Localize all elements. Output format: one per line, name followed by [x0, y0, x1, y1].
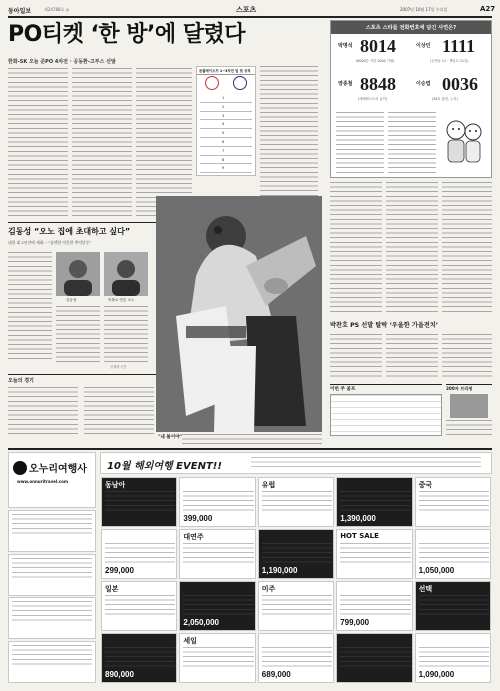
portrait-kim	[56, 252, 100, 296]
ad-package-text	[183, 595, 253, 617]
poll-note: (에베레스트의 높이)	[358, 97, 388, 101]
poll-name: 이상민	[416, 43, 431, 49]
ad-package-label: 유럽	[261, 481, 276, 489]
standings-table	[200, 94, 252, 173]
ad-divider	[8, 448, 492, 450]
poll-number: 8014	[360, 36, 396, 56]
standings-title: 준플레이오프 1~3차전 팀 및 성적	[197, 67, 255, 75]
ad-package-card	[101, 633, 177, 683]
standings-row-number: 5	[222, 131, 225, 136]
ad-company-logo-icon	[13, 461, 27, 475]
standings-row	[200, 120, 252, 129]
poll-item-2	[414, 36, 490, 70]
ad-package-label: 세일	[183, 637, 197, 645]
standings-row	[200, 164, 252, 173]
ad-left-text	[12, 645, 92, 665]
ad-package-card	[415, 633, 491, 683]
ad-package-text	[419, 647, 489, 669]
golf-box	[330, 384, 442, 436]
park-headline: 박찬호 PS 선발 탈락 ‘우울한 가을전치’	[330, 322, 439, 329]
ad-package-text	[340, 543, 410, 565]
ad-package-card	[336, 633, 412, 683]
ad-event-text	[251, 457, 481, 471]
briefing-photo	[450, 394, 488, 418]
ad-package-card	[101, 529, 177, 579]
feature-rule	[8, 222, 158, 223]
ad-company-url: www.onnuritravel.com	[17, 479, 69, 484]
basketball-caption-text	[182, 434, 322, 444]
poll-number: 1111	[442, 36, 476, 56]
poll-item-1	[336, 36, 412, 70]
poll-body-text-1	[336, 112, 384, 174]
ad-event-title: 10월 해외여행 EVENT!!	[107, 461, 222, 472]
standings-row	[200, 156, 252, 165]
ad-package-price: 1,050,000	[418, 566, 455, 575]
portrait-caption-kim: 김동성	[66, 298, 77, 302]
masthead-rule	[8, 16, 492, 18]
feature-body-1	[8, 252, 52, 362]
briefing-box	[446, 384, 492, 436]
ad-package-price: 299,000	[105, 566, 134, 575]
team-logo-hanwha	[205, 76, 219, 90]
poll-name: 이승엽	[416, 81, 431, 87]
masthead-page: A27	[480, 5, 496, 13]
ad-package-card	[415, 477, 491, 527]
ad-package-text	[105, 595, 175, 617]
standings-row	[200, 138, 252, 147]
standings-row-number: 3	[222, 113, 225, 118]
poll-note: (등번호 11 · 생일도 11일)	[430, 59, 469, 63]
poll-name: 염종철	[338, 81, 353, 87]
ad-package-price: 399,000	[183, 514, 213, 523]
ad-package-text	[105, 543, 175, 565]
ad-package-card	[179, 581, 255, 631]
ad-package-label: 일본	[105, 585, 119, 593]
poll-body-text-2	[388, 112, 436, 174]
feature-subhead: 대림 대 2년전에 재회··· “솔렌한 익힌한 추억담중”	[8, 240, 92, 245]
right-col-text-2	[386, 182, 438, 312]
right-col-text-1	[330, 182, 382, 312]
feature-headline: 김동성 “오노 집에 초대하고 싶다”	[8, 227, 131, 236]
standings-row-number: 9	[222, 166, 225, 171]
ad-package-card	[179, 529, 255, 579]
ad-package-text	[262, 543, 332, 565]
basketball-caption: "내 볼이야"	[158, 435, 183, 440]
ad-package-text	[419, 543, 489, 565]
ad-package-text	[419, 595, 489, 617]
ad-package-label: 대연주	[183, 533, 204, 541]
ad-left-card	[8, 554, 96, 596]
briefing-text	[446, 420, 492, 436]
ad-package-card	[336, 477, 412, 527]
main-headline: PO티켓 ‘한 방’에 달렸다	[8, 22, 246, 47]
ad-package-card	[179, 477, 255, 527]
masthead	[8, 4, 496, 16]
standings-row-number: 8	[222, 157, 225, 162]
ad-package-text	[183, 647, 253, 669]
ad-package-text	[340, 491, 410, 513]
standings-row-number: 1	[222, 96, 225, 100]
ad-package-text	[262, 647, 332, 669]
cartoon-illustration	[440, 110, 488, 172]
ad-package-price: 1,090,000	[418, 670, 455, 679]
standings-row	[200, 112, 252, 121]
ad-package-card	[101, 581, 177, 631]
standings-row-number: 4	[222, 122, 225, 127]
portrait-caption-ohno: 아폴로 안톤 오노	[108, 298, 135, 302]
ad-package-label: 미주	[261, 585, 276, 593]
poll-number: 8848	[360, 74, 396, 94]
poll-item-3	[336, 74, 412, 108]
ad-company-block	[8, 452, 96, 508]
today-games-box	[8, 374, 156, 438]
poll-name: 박명석	[338, 43, 353, 49]
ad-left-card	[8, 641, 96, 683]
golf-title: 이번 주 골프	[330, 387, 356, 392]
ad-package-text	[105, 491, 175, 513]
poll-title: 스포츠 스타들 전화번호에 담긴 사연은?	[331, 21, 491, 34]
standings-box	[196, 66, 256, 176]
park-body-2	[386, 334, 438, 380]
ad-left-text	[12, 601, 92, 621]
ad-left-text	[12, 514, 92, 534]
basketball-photo	[156, 196, 322, 432]
golf-table-grid	[330, 394, 442, 436]
ad-package-price: 689,000	[261, 670, 291, 679]
masthead-paper: 동아일보	[8, 8, 32, 15]
main-body-col-1	[8, 68, 68, 218]
ad-package-text	[262, 491, 332, 513]
ad-package-card	[415, 529, 491, 579]
ad-package-text	[340, 595, 410, 617]
ad-package-card	[415, 581, 491, 631]
poll-note: (8000승 기록 1000 기원)	[356, 59, 395, 63]
park-body-3	[442, 334, 492, 380]
main-subhead: 한화-SK 오늘 준PO 4차전 · 공동환-고부스 선발	[8, 59, 116, 65]
masthead-section: 스포츠	[236, 6, 257, 14]
ad-package-text	[262, 595, 332, 617]
ad-company-name: 오누리여행사	[29, 464, 87, 475]
ad-package-grid	[100, 476, 492, 684]
feature-body-2	[56, 306, 100, 362]
ad-package-text	[340, 647, 410, 669]
ad-package-card	[258, 581, 334, 631]
ad-package-text	[105, 647, 175, 669]
feature-credit: 신세계 사진	[110, 365, 127, 369]
today-games-title: 오늘의 경기	[8, 378, 34, 384]
ad-left-card	[8, 510, 96, 552]
ad-package-price: 2,050,000	[183, 618, 219, 627]
ad-package-text	[183, 543, 253, 565]
ad-package-label: 중국	[418, 481, 433, 489]
ad-package-card	[179, 633, 255, 683]
ad-package-text	[419, 491, 489, 513]
ad-package-price: 1,190,000	[261, 566, 298, 575]
standings-row-number: 6	[222, 139, 225, 144]
ad-left-text	[12, 558, 92, 578]
ad-package-label: HOT SALE	[340, 532, 379, 540]
standings-row-number: 7	[222, 148, 225, 153]
right-col-text-3	[442, 182, 492, 312]
ad-package-card	[258, 529, 334, 579]
poll-note: (56호 홈런, 누리)	[432, 97, 458, 101]
masthead-date: 2007년 10월 17일 수요일	[400, 7, 448, 12]
main-body-col-4	[260, 66, 318, 216]
standings-row	[200, 147, 252, 156]
ad-package-price: 890,000	[105, 670, 134, 679]
feature-body-3	[104, 306, 148, 362]
ad-package-price: 1,390,000	[340, 514, 376, 523]
briefing-title: 200자 브리핑	[446, 384, 492, 392]
standings-row-number: 2	[222, 104, 225, 109]
ad-package-label: 동남아	[105, 481, 126, 489]
standings-row	[200, 103, 252, 112]
ad-package-card	[336, 581, 412, 631]
standings-row	[200, 129, 252, 138]
standings-row	[200, 94, 252, 103]
ad-left-card	[8, 597, 96, 639]
main-body-col-2	[72, 68, 132, 218]
team-logo-sk	[233, 76, 247, 90]
ad-package-label: 선택	[418, 585, 433, 593]
ad-package-price: 799,000	[340, 618, 370, 627]
portrait-ohno	[104, 252, 148, 296]
ad-event-banner	[100, 452, 492, 474]
ad-left-package-list	[8, 510, 96, 684]
ad-package-card	[258, 633, 334, 683]
today-games-text-2	[84, 387, 154, 435]
ad-package-card	[101, 477, 177, 527]
poll-item-4	[414, 74, 490, 108]
ad-package-text	[183, 491, 253, 513]
ad-package-card	[336, 529, 412, 579]
today-games-text-1	[8, 387, 78, 435]
ad-package-card	[258, 477, 334, 527]
masthead-issue: 제24788호 ◎	[44, 7, 70, 12]
park-body-1	[330, 334, 382, 380]
poll-number: 0036	[442, 74, 478, 94]
